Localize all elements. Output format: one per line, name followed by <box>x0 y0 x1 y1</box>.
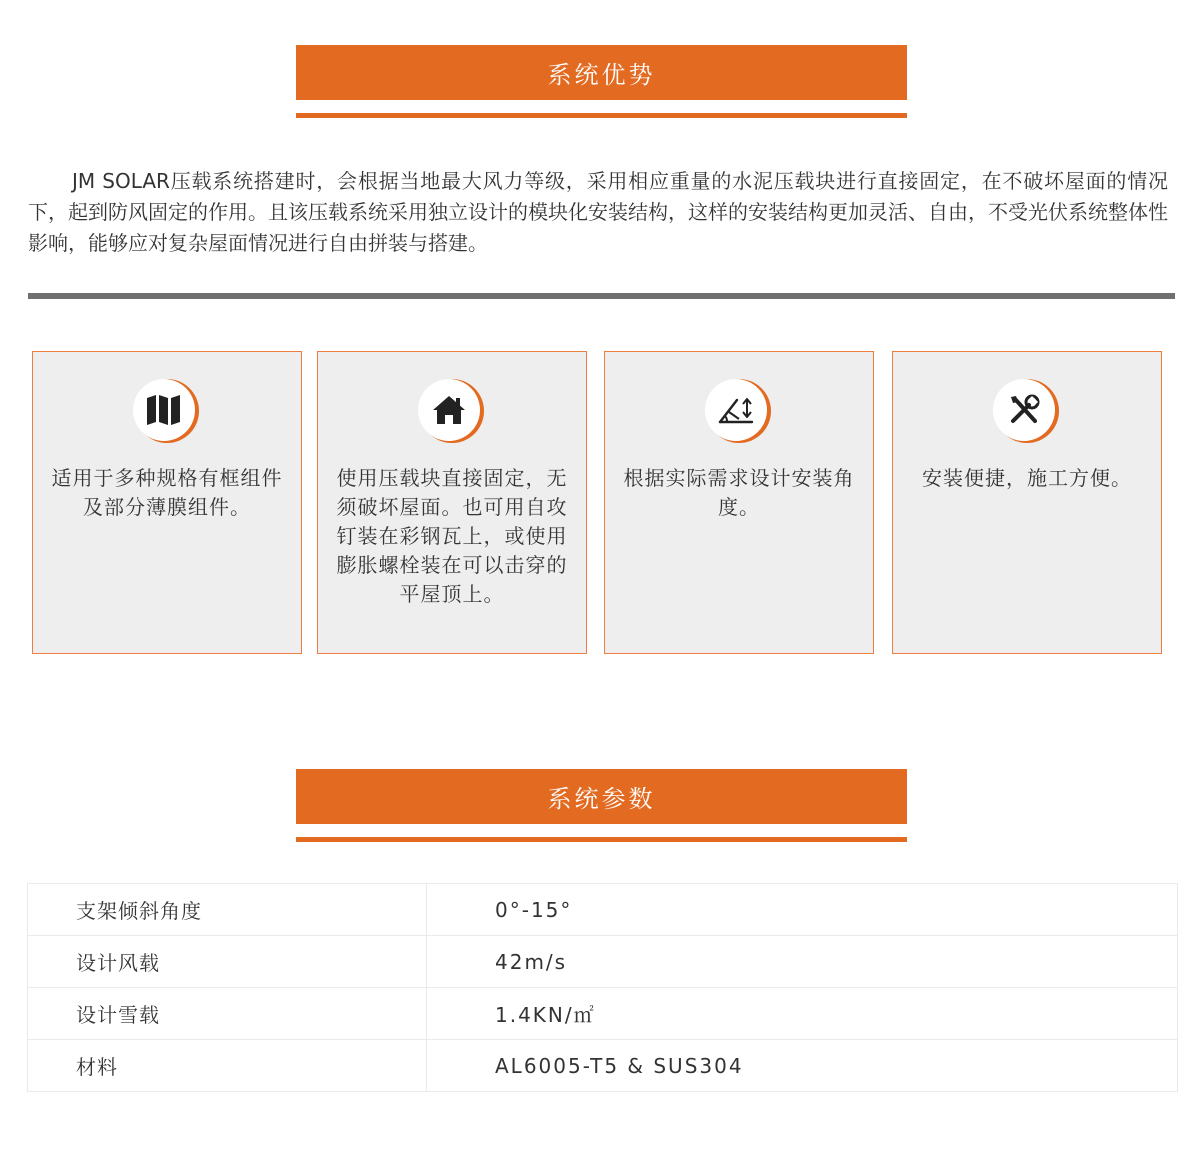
feature-text: 适用于多种规格有框组件及部分薄膜组件。 <box>51 466 283 519</box>
section-divider <box>28 293 1175 299</box>
table-row <box>28 1040 1178 1092</box>
feature-card-easy-install <box>892 351 1162 654</box>
advantages-section-header <box>296 45 907 118</box>
feature-text: 使用压载块直接固定，无须破坏屋面。也可用自攻钉装在彩钢瓦上，或使用膨胀螺栓装在可以击穿的平屋顶上。 <box>336 466 568 606</box>
intro-paragraph: JM SOLAR压载系统搭建时，会根据当地最大风力等级，采用相应重量的水泥压载块进行直接固定，在不破坏屋面的情况下，起到防风固定的作用。且该压载系统采用独立设计的模块化安装结构，这样的安装结构更加灵活、自由，不受光伏系统整体性影响，能够应对复杂屋面情况进行自由拼装与搭建。 <box>28 169 1168 255</box>
param-value: 1.4KN/㎡ <box>427 988 1178 1040</box>
table-row <box>28 884 1178 936</box>
panels-icon <box>145 394 183 426</box>
param-label: 设计风载 <box>28 936 427 988</box>
tools-icon <box>1007 393 1041 427</box>
params-title-underline <box>296 837 907 842</box>
feature-icon-badge <box>133 379 201 447</box>
param-label: 支架倾斜角度 <box>28 884 427 936</box>
params-table <box>27 883 1178 1092</box>
params-title: 系统参数 <box>296 769 907 824</box>
feature-icon-badge <box>418 379 486 447</box>
angle-adjust-icon <box>717 394 755 426</box>
params-section-header <box>296 769 907 842</box>
feature-icon-badge <box>705 379 773 447</box>
param-label: 材料 <box>28 1040 427 1092</box>
advantages-title-underline <box>296 113 907 118</box>
advantages-title: 系统优势 <box>296 45 907 100</box>
feature-card-ballast-fixing <box>317 351 587 654</box>
feature-text: 安装便捷，施工方便。 <box>922 466 1132 490</box>
param-label: 设计雪载 <box>28 988 427 1040</box>
param-value: 42m/s <box>427 936 1178 988</box>
param-value: AL6005-T5 & SUS304 <box>427 1040 1178 1092</box>
param-value: 0°-15° <box>427 884 1178 936</box>
table-row <box>28 936 1178 988</box>
house-icon <box>431 394 467 426</box>
table-row <box>28 988 1178 1040</box>
feature-card-module-compatibility <box>32 351 302 654</box>
feature-card-adjustable-angle <box>604 351 874 654</box>
feature-text: 根据实际需求设计安装角度。 <box>623 466 855 519</box>
feature-icon-badge <box>993 379 1061 447</box>
